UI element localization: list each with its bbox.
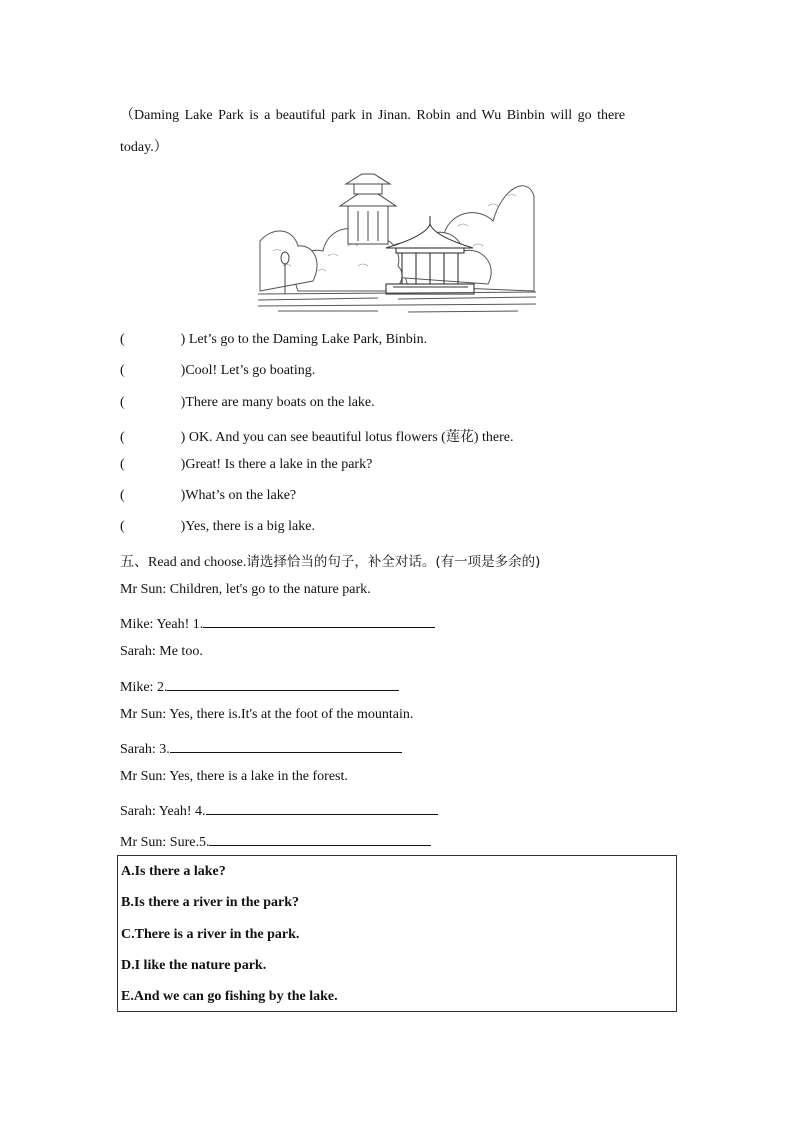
- speaker: Mr Sun:: [120, 582, 167, 597]
- section-title-prefix: 五、Read and choose.: [120, 555, 247, 570]
- order-item-7: [120, 519, 315, 535]
- speaker: Mr Sun:: [120, 835, 167, 850]
- dialogue-text: Yes, there is a lake in the forest.: [169, 769, 348, 784]
- option-d: D.I like the nature park.: [121, 958, 267, 973]
- order-item-5: [120, 457, 372, 473]
- dialogue-text: Yeah! 1.: [156, 617, 204, 632]
- answer-line-4[interactable]: [206, 800, 438, 815]
- answer-line-2[interactable]: [167, 676, 399, 691]
- speaker: Mr Sun:: [120, 707, 167, 722]
- section-title-cn: 请选择恰当的句子，补全对话。(有一项是多余的): [246, 554, 541, 570]
- dialogue-text: 3.: [159, 742, 170, 757]
- speaker: Mike:: [120, 680, 154, 695]
- answer-line-1[interactable]: [203, 613, 435, 628]
- order-item-4: [120, 426, 513, 446]
- dialogue-line-3: [120, 644, 203, 660]
- dialogue-text: Sure.5.: [169, 835, 210, 850]
- dialogue-line-9: [120, 831, 431, 851]
- options-box: [117, 855, 677, 1012]
- order-text: )There are many boats on the lake.: [180, 395, 375, 410]
- intro-paragraph: [120, 100, 676, 164]
- order-text: )Yes, there is a big lake.: [180, 519, 315, 534]
- intro-line-2: today.）: [120, 140, 168, 155]
- order-text: )Cool! Let’s go boating.: [180, 363, 316, 378]
- speaker: Mike:: [120, 617, 154, 632]
- order-paren: (: [120, 488, 125, 503]
- dialogue-line-8: [120, 800, 438, 820]
- speaker: Sarah:: [120, 804, 156, 819]
- order-text: )What’s on the lake?: [180, 488, 297, 503]
- intro-line-1: （Daming Lake Park is a beautiful park in Jinan. Robin and Wu Binbin will go there: [120, 108, 626, 123]
- order-item-1: [120, 332, 427, 348]
- order-paren: (: [120, 430, 125, 445]
- dialogue-line-6: [120, 738, 402, 758]
- dialogue-line-5: [120, 707, 413, 723]
- order-item-2: [120, 363, 315, 379]
- order-paren: (: [120, 457, 125, 472]
- order-paren: (: [120, 519, 125, 534]
- order-text: ) OK. And you can see beautiful lotus flowers (莲花) there.: [180, 430, 514, 445]
- dialogue-line-1: [120, 582, 371, 598]
- dialogue-text: Me too.: [159, 644, 203, 659]
- answer-line-5[interactable]: [209, 831, 431, 846]
- order-text: )Great! Is there a lake in the park?: [180, 457, 373, 472]
- order-paren: (: [120, 332, 125, 347]
- pavilion-park-illustration: [258, 166, 536, 318]
- dialogue-text: 2.: [156, 680, 168, 695]
- order-paren: (: [120, 395, 125, 410]
- order-item-6: [120, 488, 296, 504]
- dialogue-line-7: [120, 769, 348, 785]
- option-e: E.And we can go fishing by the lake.: [121, 989, 338, 1004]
- dialogue-line-2: [120, 613, 435, 633]
- dialogue-text: Yes, there is.It's at the foot of the mountain.: [169, 707, 414, 722]
- order-text: ) Let’s go to the Daming Lake Park, Binbin.: [180, 332, 428, 347]
- order-paren: (: [120, 363, 125, 378]
- dialogue-line-4: [120, 676, 399, 696]
- option-a: A.Is there a lake?: [121, 864, 226, 879]
- answer-line-3[interactable]: [170, 738, 402, 753]
- order-item-3: [120, 395, 375, 411]
- speaker: Sarah:: [120, 742, 156, 757]
- option-b: B.Is there a river in the park?: [121, 895, 299, 910]
- dialogue-text: Children, let's go to the nature park.: [169, 582, 371, 597]
- dialogue-text: Yeah! 4.: [158, 804, 206, 819]
- option-c: C.There is a river in the park.: [121, 927, 300, 942]
- speaker: Mr Sun:: [120, 769, 167, 784]
- speaker: Sarah:: [120, 644, 156, 659]
- section-5-title: [120, 550, 540, 571]
